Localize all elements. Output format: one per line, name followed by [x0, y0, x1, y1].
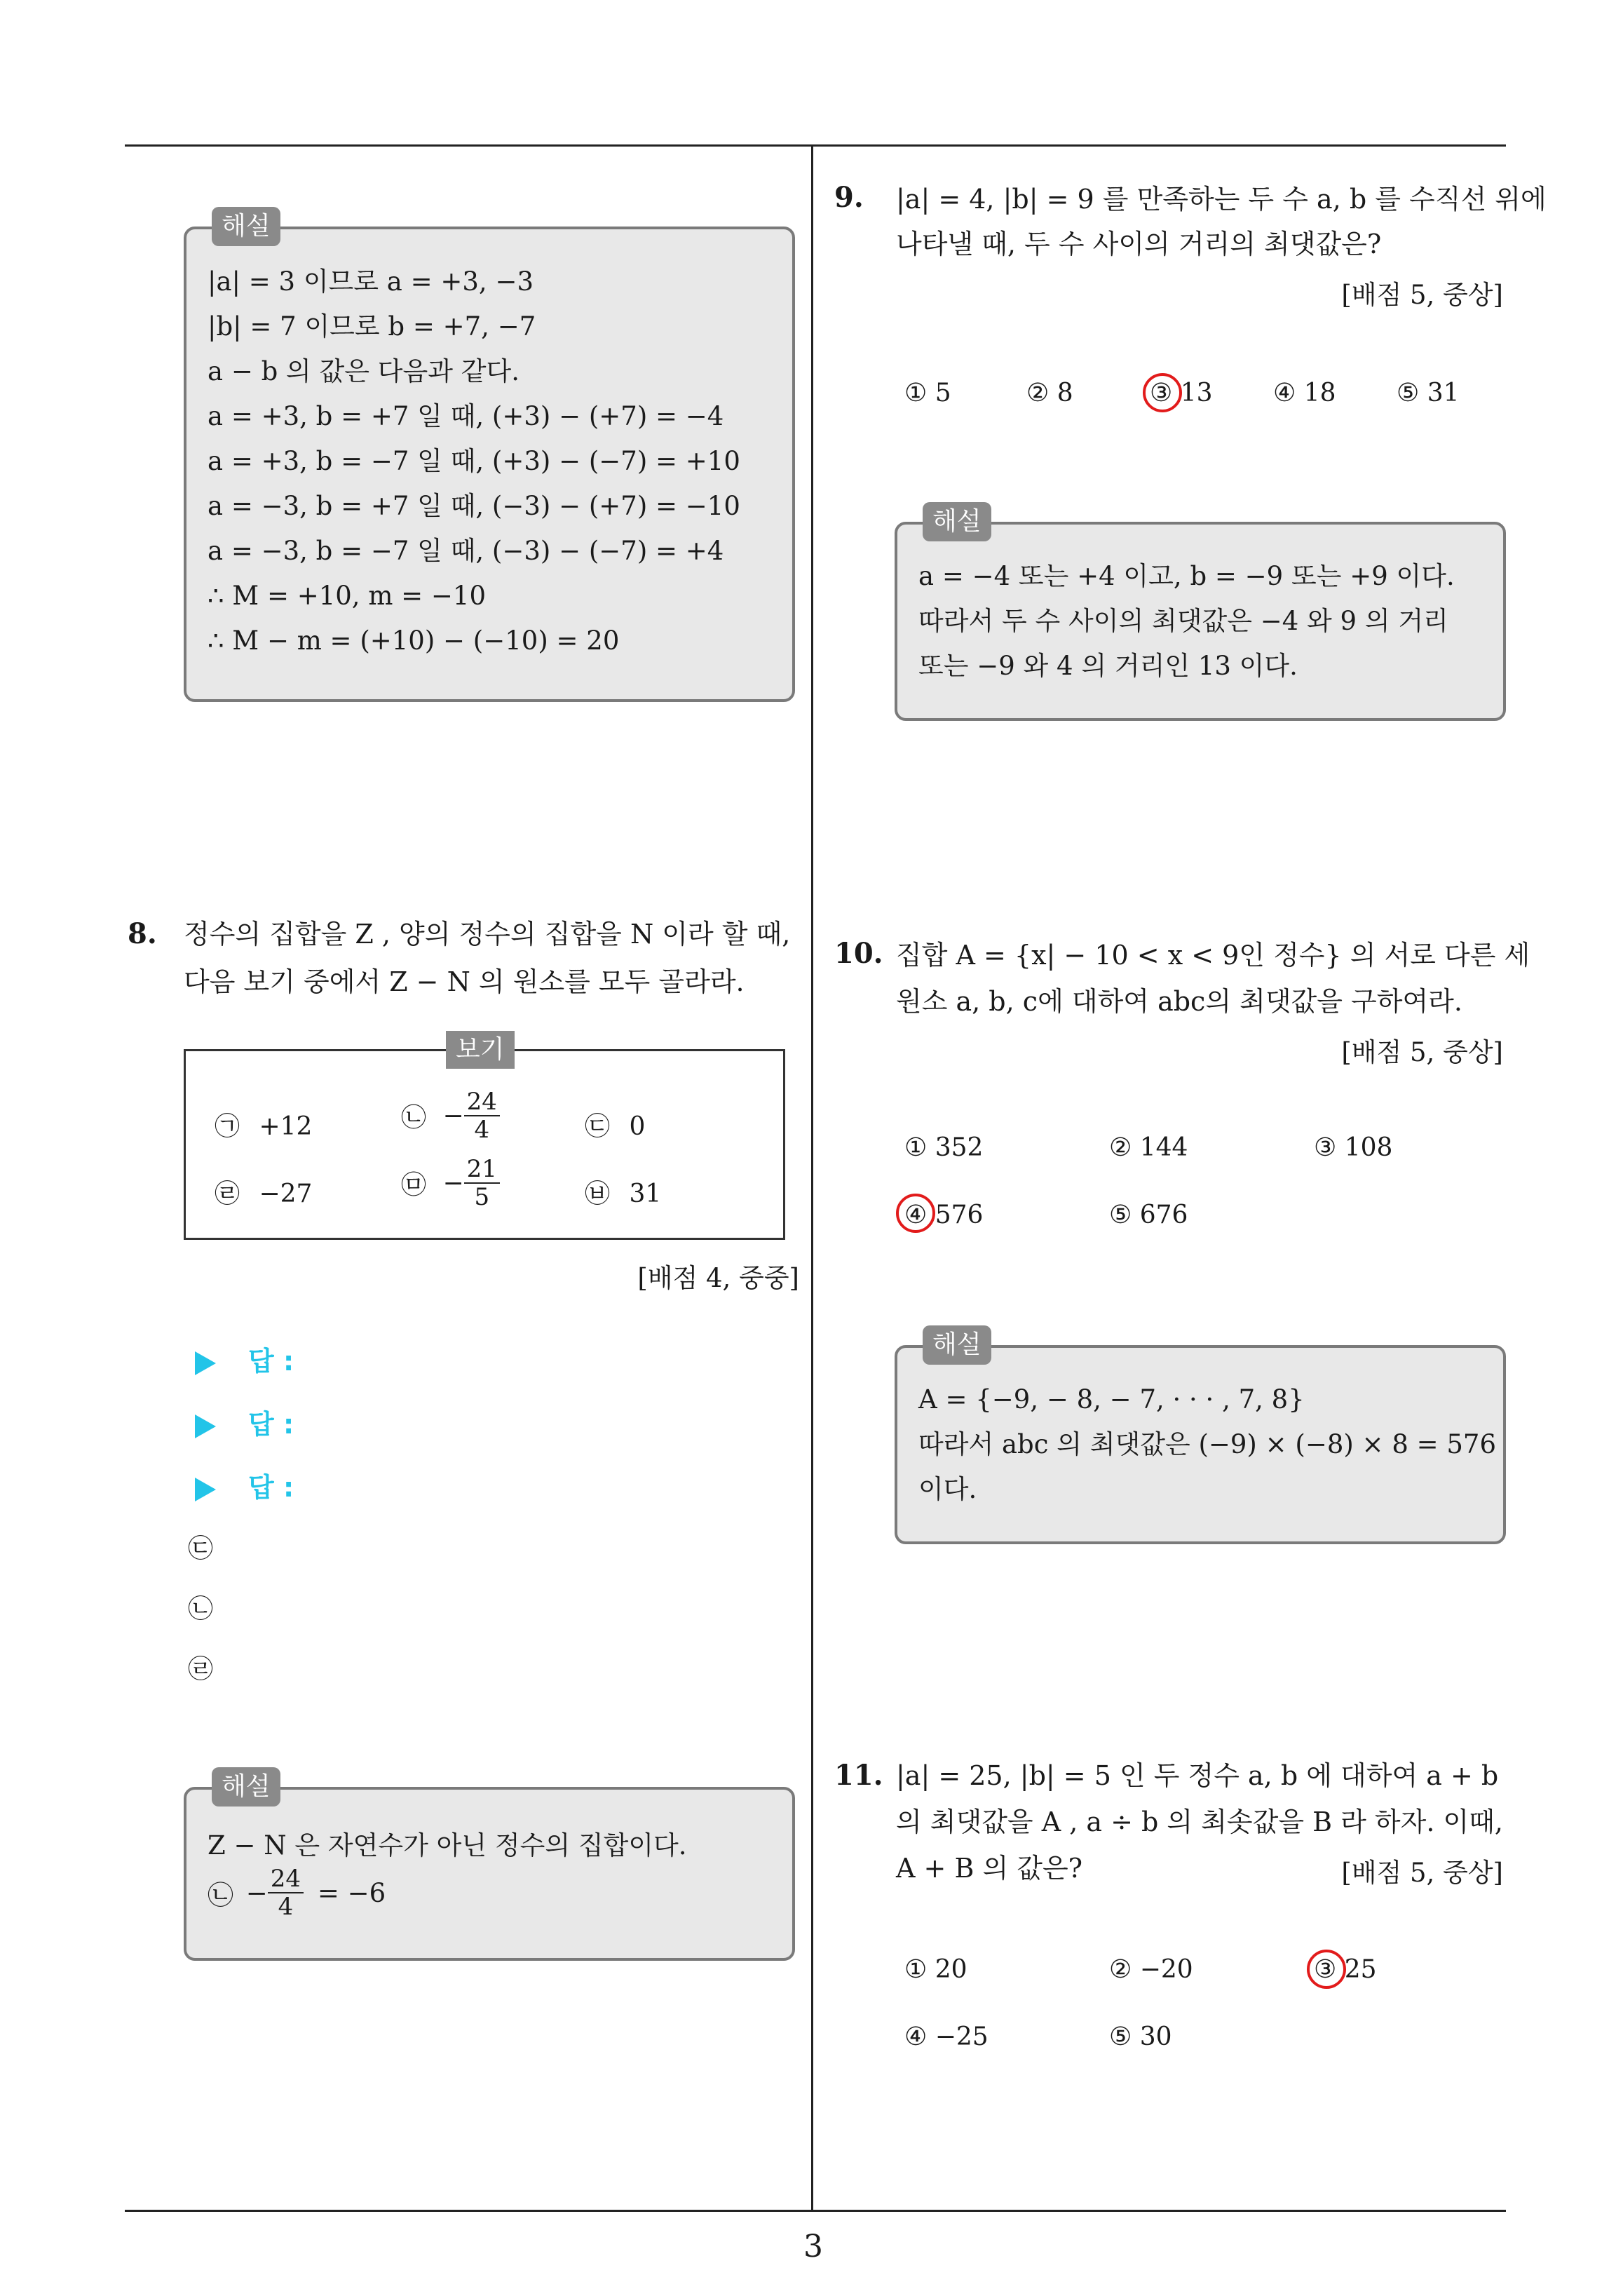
- answer-label: 답 :: [248, 1472, 294, 1503]
- bogi-value: 0: [629, 1112, 646, 1141]
- fraction-denominator: 4: [278, 1893, 294, 1921]
- choice-option[interactable]: ③ 13: [1150, 379, 1213, 407]
- bogi-value: −27: [259, 1180, 313, 1208]
- answer-field[interactable]: [195, 1403, 294, 1441]
- fraction-numerator: 24: [268, 1865, 304, 1893]
- choice-option[interactable]: ④ −25: [904, 2022, 989, 2051]
- fraction-numerator: 21: [464, 1156, 500, 1184]
- score-label: [배점 5, 중상]: [1341, 280, 1503, 310]
- question-text: 나타낼 때, 두 수 사이의 거리의 최댓값은?: [896, 229, 1382, 259]
- question-number: 9.: [834, 181, 864, 214]
- bogi-tag: 보기: [446, 1031, 515, 1069]
- solution-line: a = −3, b = +7 일 때, (−3) − (+7) = −10: [208, 491, 740, 521]
- play-triangle-icon: [195, 1351, 216, 1375]
- bogi-box: [184, 1049, 785, 1240]
- choice-option[interactable]: ② 144: [1109, 1133, 1188, 1162]
- answer-key: ㉢: [188, 1534, 214, 1563]
- bottom-rule: [125, 2210, 1506, 2212]
- solution-line: 이다.: [918, 1474, 977, 1504]
- fraction-denominator: 5: [474, 1183, 490, 1211]
- choice-option[interactable]: ⑤ 676: [1109, 1201, 1188, 1229]
- fraction-numerator: 24: [464, 1088, 500, 1116]
- bogi-mark: ㉡: [401, 1103, 427, 1133]
- solution-tag: 해설: [212, 1767, 280, 1807]
- bogi-mark: ㉤: [401, 1170, 427, 1200]
- question-text: 다음 보기 중에서 Z − N 의 원소를 모두 골라라.: [184, 966, 745, 997]
- bogi-mark: ㉣: [215, 1180, 240, 1208]
- solution-line: 따라서 두 수 사이의 최댓값은 −4 와 9 의 거리: [918, 606, 1448, 636]
- solution-line: a = −3, b = −7 일 때, (−3) − (−7) = +4: [208, 536, 724, 566]
- choice-option[interactable]: ② 8: [1026, 379, 1073, 407]
- choice-option[interactable]: ③ 25: [1314, 1955, 1377, 1984]
- solution-mark: ㉡: [208, 1880, 233, 1910]
- answer-label: 답 :: [248, 1409, 294, 1440]
- solution-line: a = +3, b = −7 일 때, (+3) − (−7) = +10: [208, 446, 740, 476]
- selected-answer-circle: [896, 1194, 935, 1233]
- answer-key: ㉣: [188, 1655, 214, 1684]
- question-text: 집합 A = {x| − 10 < x < 9인 정수} 의 서로 다른 세: [896, 940, 1530, 971]
- choice-option[interactable]: ① 20: [904, 1955, 967, 1984]
- solution-result: = −6: [317, 1877, 386, 1908]
- bogi-fraction: [464, 1156, 500, 1210]
- bogi-mark: ㉢: [585, 1112, 611, 1141]
- bogi-sign: −: [442, 1168, 464, 1198]
- solution-sign: −: [245, 1877, 268, 1908]
- solution-line: Z − N 은 자연수가 아닌 정수의 집합이다.: [208, 1830, 687, 1861]
- solution-line: a = −4 또는 +4 이고, b = −9 또는 +9 이다.: [918, 561, 1455, 591]
- choice-option[interactable]: ① 352: [904, 1133, 984, 1162]
- bogi-fraction: [464, 1088, 500, 1143]
- play-triangle-icon: [195, 1478, 216, 1501]
- solution-tag: 해설: [923, 502, 991, 541]
- fraction-denominator: 4: [474, 1116, 490, 1144]
- selected-answer-circle: [1307, 1950, 1346, 1989]
- score-label: [배점 5, 중상]: [1341, 1037, 1503, 1067]
- answer-key: ㉡: [188, 1595, 214, 1623]
- question-text: 정수의 집합을 Z , 양의 정수의 집합을 N 이라 할 때,: [184, 919, 791, 950]
- choice-option[interactable]: ⑤ 31: [1397, 379, 1460, 407]
- bogi-value: 31: [629, 1180, 662, 1208]
- solution-fraction-line: [208, 1865, 386, 1920]
- question-text: |a| = 25, |b| = 5 인 두 정수 a, b 에 대하여 a + b: [896, 1760, 1499, 1791]
- solution-line: a − b 의 값은 다음과 같다.: [208, 356, 520, 386]
- bogi-item-d: [215, 1174, 312, 1210]
- bogi-item-e: [401, 1156, 500, 1210]
- score-label: [배점 4, 중중]: [637, 1263, 799, 1293]
- question-text: A + B 의 값은?: [896, 1853, 1083, 1884]
- answer-field[interactable]: [195, 1339, 294, 1378]
- question-text: |a| = 4, |b| = 9 를 만족하는 두 수 a, b 를 수직선 위에: [896, 184, 1547, 215]
- choice-option[interactable]: ⑤ 30: [1109, 2022, 1172, 2051]
- solution-line: ∴ M = +10, m = −10: [208, 581, 487, 611]
- bogi-item-c: [585, 1107, 645, 1142]
- choice-option[interactable]: ① 5: [904, 379, 951, 407]
- solution-line: a = +3, b = +7 일 때, (+3) − (+7) = −4: [208, 401, 724, 431]
- solution-line: |b| = 7 이므로 b = +7, −7: [208, 311, 536, 342]
- solution-fraction: [268, 1865, 304, 1920]
- solution-tag: 해설: [923, 1325, 991, 1365]
- play-triangle-icon: [195, 1414, 216, 1438]
- page-number: 3: [803, 2229, 823, 2264]
- question-text: 의 최댓값을 A , a ÷ b 의 최솟값을 B 라 하자. 이때,: [896, 1807, 1503, 1837]
- choice-option[interactable]: ④ 576: [904, 1201, 984, 1229]
- solution-line: A = {−9, − 8, − 7, · · · , 7, 8}: [918, 1384, 1305, 1414]
- bogi-sign: −: [442, 1101, 464, 1130]
- bogi-item-b: [401, 1088, 500, 1143]
- question-text: 원소 a, b, c에 대하여 abc의 최댓값을 구하여라.: [896, 986, 1462, 1017]
- bogi-item-f: [585, 1174, 661, 1210]
- bogi-mark: ㉥: [585, 1180, 611, 1208]
- solution-line: 따라서 abc 의 최댓값은 (−9) × (−8) × 8 = 576: [918, 1429, 1497, 1459]
- solution-tag: 해설: [212, 207, 280, 246]
- question-number: 10.: [834, 937, 883, 970]
- column-divider: [811, 144, 813, 2212]
- bogi-item-a: [215, 1107, 312, 1142]
- answer-label: 답 :: [248, 1346, 294, 1377]
- choice-option[interactable]: ④ 18: [1273, 379, 1336, 407]
- solution-line: ∴ M − m = (+10) − (−10) = 20: [208, 626, 620, 656]
- question-number: 11.: [834, 1759, 883, 1792]
- score-label: [배점 5, 중상]: [1341, 1858, 1503, 1888]
- bogi-value: +12: [259, 1112, 313, 1141]
- solution-line: 또는 −9 와 4 의 거리인 13 이다.: [918, 651, 1298, 681]
- choice-option[interactable]: ② −20: [1109, 1955, 1193, 1984]
- top-rule: [125, 144, 1506, 147]
- solution-line: |a| = 3 이므로 a = +3, −3: [208, 266, 534, 297]
- choice-option[interactable]: ③ 108: [1314, 1133, 1393, 1162]
- selected-answer-circle: [1143, 373, 1182, 412]
- bogi-mark: ㉠: [215, 1112, 240, 1141]
- answer-field[interactable]: [195, 1466, 294, 1504]
- question-number: 8.: [128, 917, 157, 950]
